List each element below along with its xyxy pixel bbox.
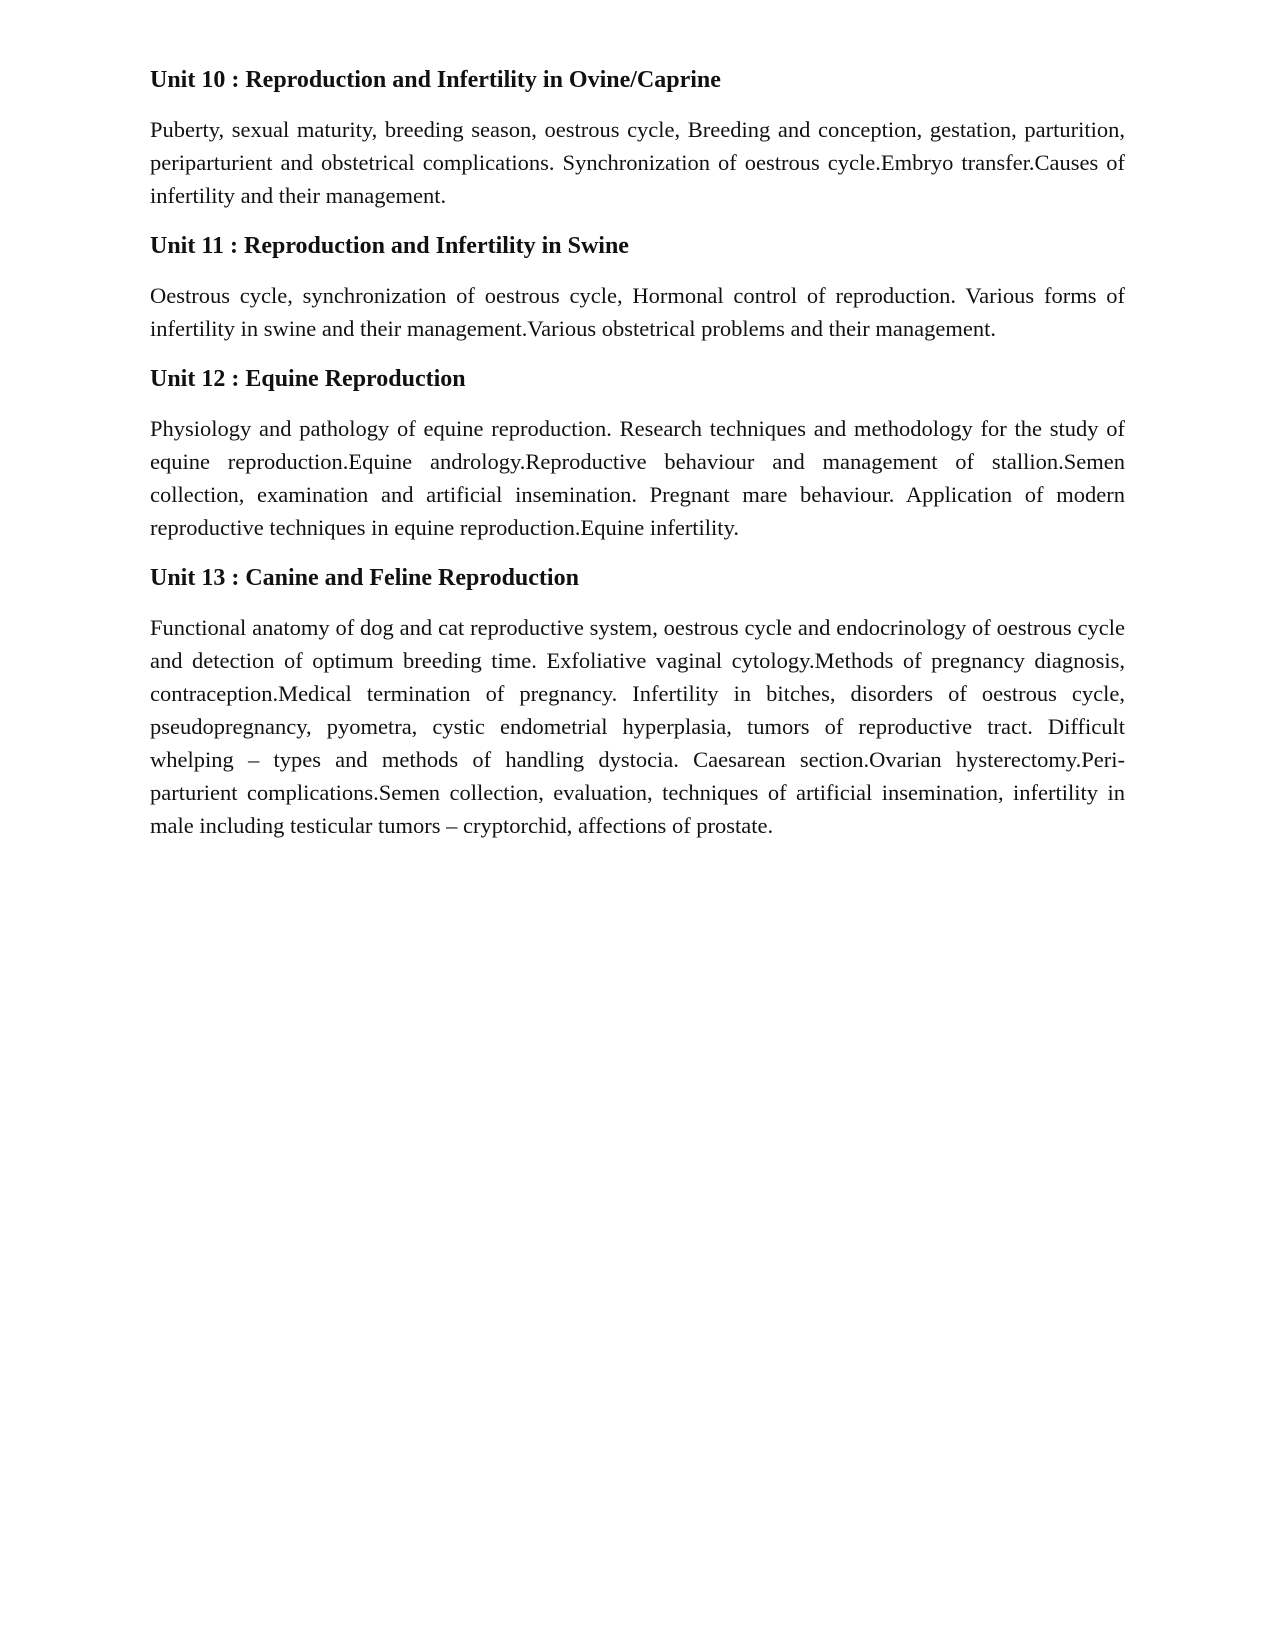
unit-11-body: Oestrous cycle, synchronization of oestrous cycle, Hormonal control of reproduction. Various forms of infertility in swine and their management.Various obstetrical problems and their management. [150,283,1125,341]
unit-12-section [150,363,1125,544]
unit-11-heading: Unit 11 : Reproduction and Infertility in Swine [150,233,629,259]
document-page [150,64,1125,860]
unit-10-heading: Unit 10 : Reproduction and Infertility in Ovine/Caprine [150,67,721,93]
unit-13-section [150,562,1125,842]
unit-11-section [150,230,1125,345]
unit-10-body: Puberty, sexual maturity, breeding season, oestrous cycle, Breeding and conception, gestation, parturition, periparturient and obstetrical complications. Synchronization of oestrous cycle.Embryo transfer.Causes of infertility and their management. [150,117,1125,208]
unit-13-body: Functional anatomy of dog and cat reproductive system, oestrous cycle and endocrinology of oestrous cycle and detection of optimum breeding time. Exfoliative vaginal cytology.Methods of pregnancy diagnosis, contraception.Medical termination of pregnancy. Infertility in bitches, disorders of oestrous cycle, pseudopregnancy, pyometra, cystic endometrial hyperplasia, tumors of reproductive tract. Difficult whelping – types and methods of handling dystocia. Caesarean section.Ovarian hysterectomy.Peri-parturient complications.Semen collection, evaluation, techniques of artificial insemination, infertility in male including testicular tumors – cryptorchid, affections of prostate. [150,615,1125,838]
unit-12-heading: Unit 12 : Equine Reproduction [150,366,466,392]
unit-12-body: Physiology and pathology of equine reproduction. Research techniques and methodology for the study of equine reproduction.Equine andrology.Reproductive behaviour and management of stallion.Semen collection, examination and artificial insemination. Pregnant mare behaviour. Application of modern reproductive techniques in equine reproduction.Equine infertility. [150,416,1125,540]
unit-13-heading: Unit 13 : Canine and Feline Reproduction [150,565,579,591]
unit-10-section [150,64,1125,212]
